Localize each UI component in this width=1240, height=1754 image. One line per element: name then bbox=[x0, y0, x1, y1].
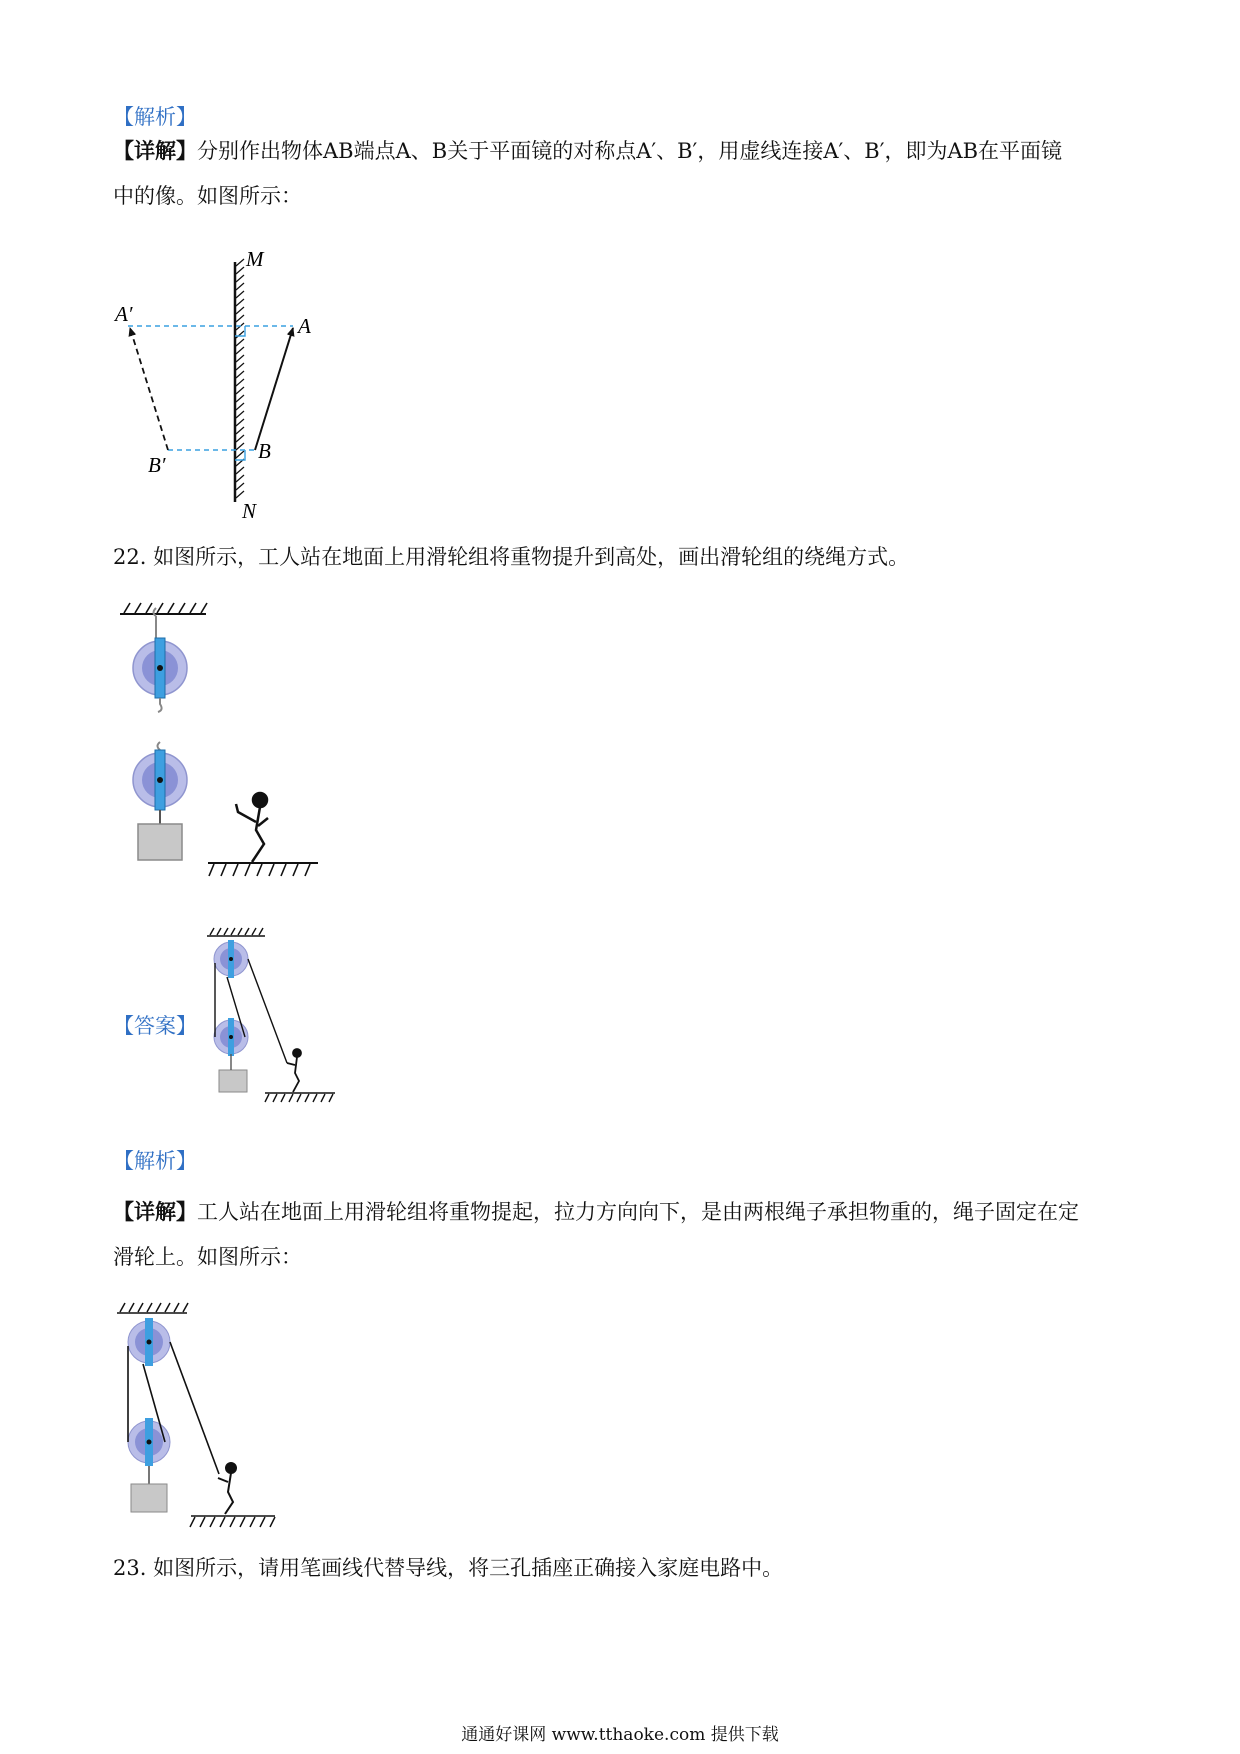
fixed-pulley bbox=[133, 608, 187, 712]
question-23-text: 23. 如图所示，请用笔画线代替导线，将三孔插座正确接入家庭电路中。 bbox=[113, 1556, 784, 1580]
pulley-explanation-figure bbox=[115, 1300, 295, 1540]
answer-tag-22: 【答案】 bbox=[113, 1014, 197, 1038]
label-n: N bbox=[242, 499, 257, 523]
detail-paragraph-1-line1 bbox=[113, 137, 1062, 165]
pulley-answer-figure bbox=[205, 925, 345, 1125]
fixed-pulley-explain bbox=[128, 1318, 170, 1366]
detail-paragraph-22-line2: 滑轮上。如图所示： bbox=[113, 1245, 302, 1269]
mirror-surface bbox=[235, 259, 244, 502]
ground bbox=[208, 863, 318, 876]
analysis-tag-1: 【解析】 bbox=[113, 105, 197, 129]
detail-text-22a: 工人站在地面上用滑轮组将重物提起，拉力方向向下，是由两根绳子承担物重的，绳子固定在定 bbox=[197, 1200, 1079, 1224]
label-b: B bbox=[258, 439, 271, 463]
worker-stick-figure bbox=[236, 793, 268, 862]
analysis-tag-22: 【解析】 bbox=[113, 1149, 197, 1173]
page-footer: 通通好课网 www.tthaoke.com 提供下载 bbox=[461, 1725, 779, 1745]
heavy-load-block bbox=[138, 824, 182, 860]
label-a-prime: A′ bbox=[115, 302, 133, 326]
movable-pulley bbox=[133, 742, 187, 824]
ceiling-support bbox=[120, 603, 207, 614]
object-arrow-ab bbox=[255, 328, 293, 450]
detail-tag-22: 【详解】 bbox=[113, 1199, 197, 1224]
pulley-problem-figure bbox=[118, 600, 328, 900]
image-arrow-ab-prime bbox=[130, 328, 168, 450]
detail-paragraph-1-line2: 中的像。如图所示： bbox=[113, 184, 302, 208]
movable-pulley-explain bbox=[128, 1418, 170, 1466]
label-m: M bbox=[246, 247, 264, 271]
detail-text-1a: 分别作出物体AB端点A、B关于平面镜的对称点A′、B′，用虚线连接A′、B′，即为AB在平面镜 bbox=[197, 139, 1063, 163]
label-a: A bbox=[298, 314, 311, 338]
fixed-pulley-answer bbox=[214, 940, 248, 978]
detail-tag-1: 【详解】 bbox=[113, 138, 197, 163]
movable-pulley-answer bbox=[214, 1018, 248, 1056]
detail-paragraph-22-line1 bbox=[113, 1198, 1079, 1226]
plane-mirror-diagram bbox=[100, 240, 360, 530]
question-22-text: 22. 如图所示，工人站在地面上用滑轮组将重物提升到高处，画出滑轮组的绕绳方式。 bbox=[113, 545, 910, 569]
label-b-prime: B′ bbox=[148, 453, 166, 477]
